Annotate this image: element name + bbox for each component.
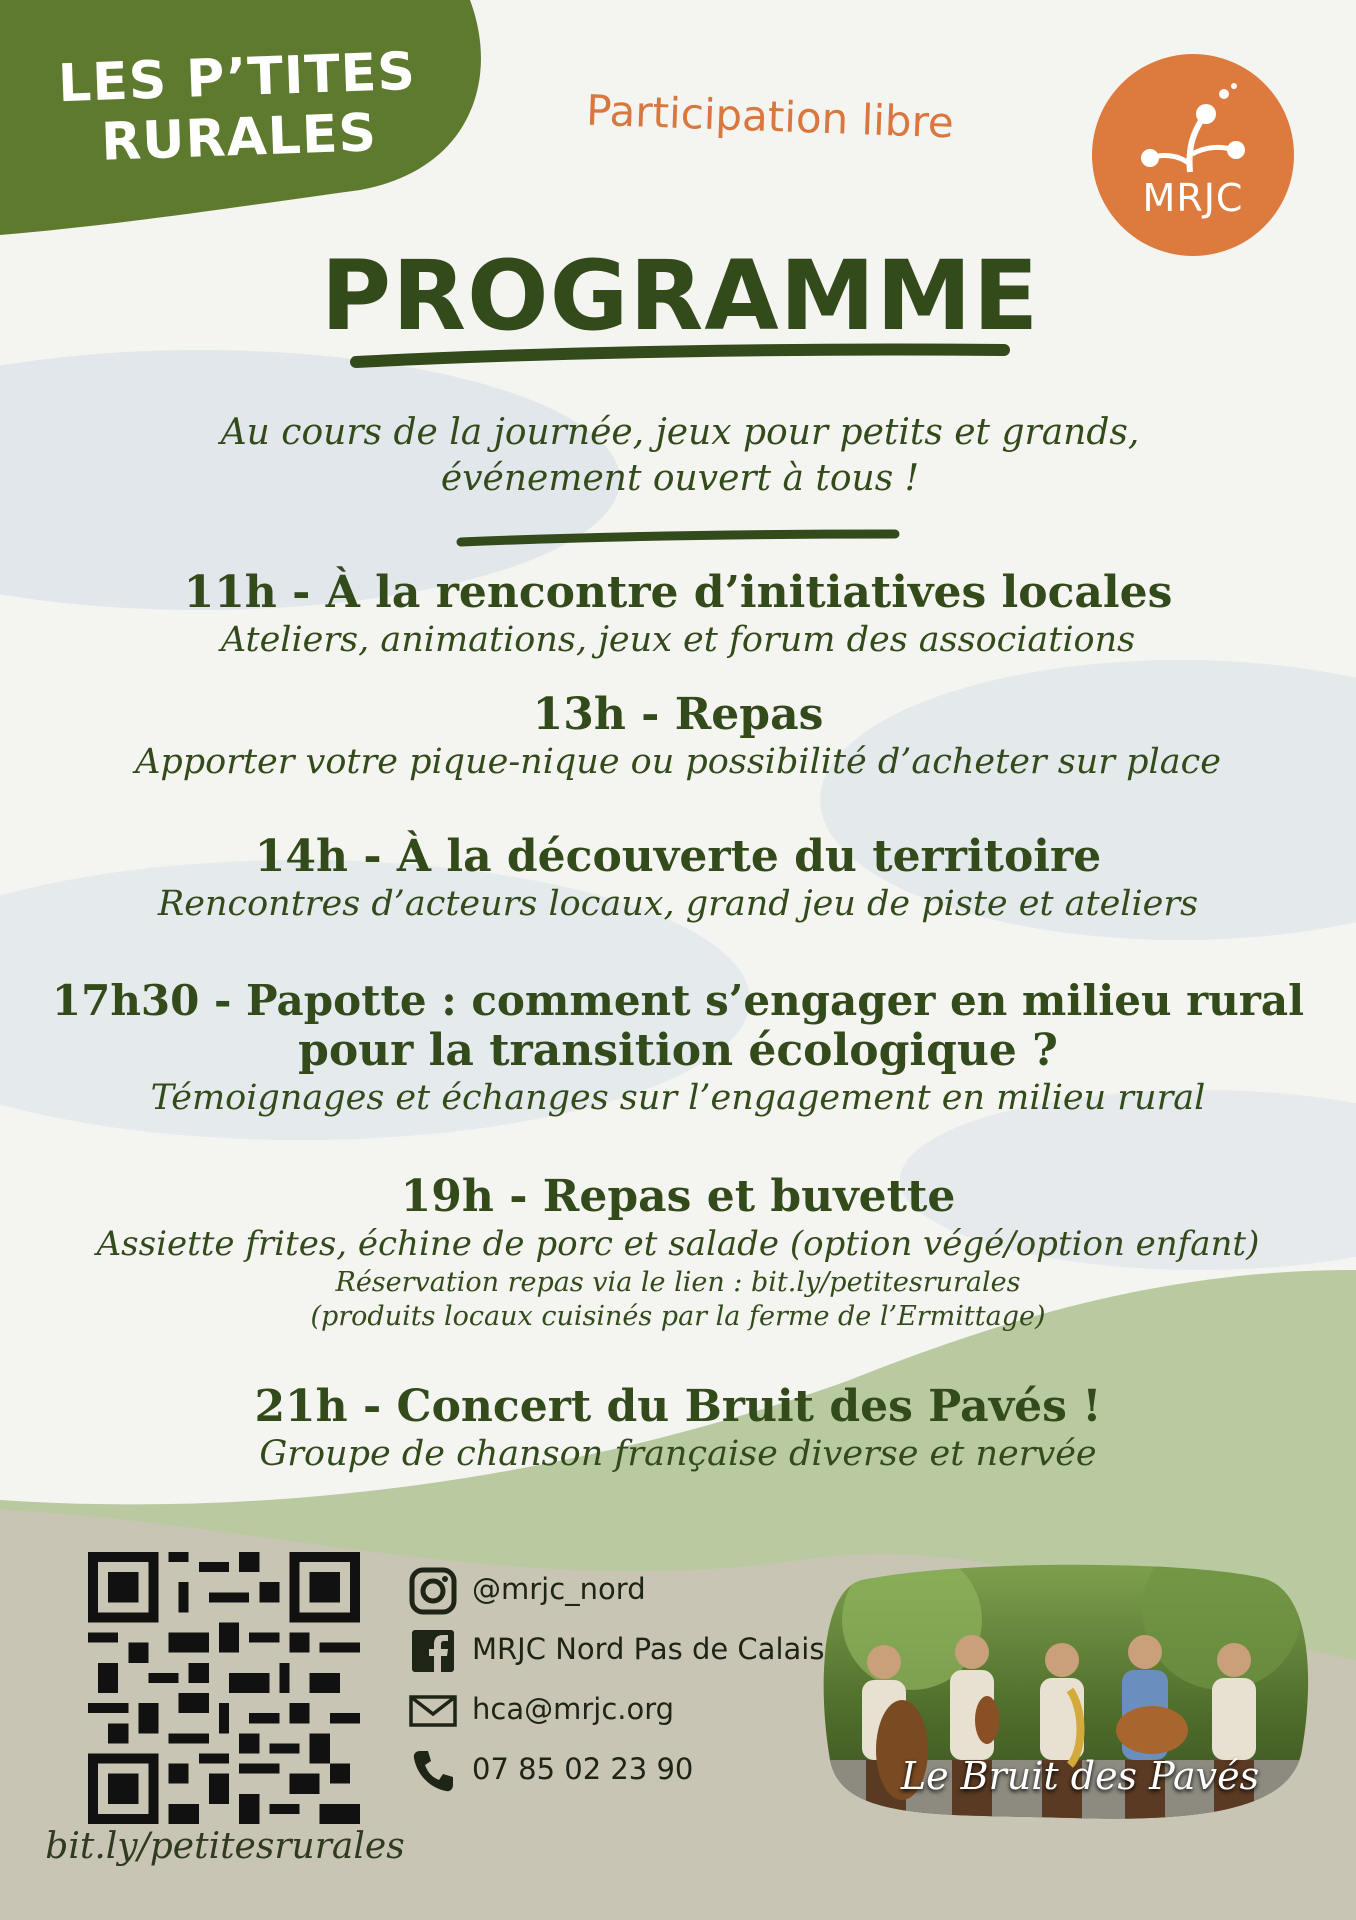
item-note: Réservation repas via le lien : bit.ly/petitesrurales xyxy=(335,1267,1021,1298)
participation-label: Participation libre xyxy=(585,85,955,148)
logo-text: MRJC xyxy=(1142,176,1244,220)
intro-line-1: Au cours de la journée, jeux pour petits et grands, xyxy=(220,412,1140,453)
item-desc: Ateliers, animations, jeux et forum des associations xyxy=(220,620,1136,660)
schedule-item xyxy=(40,1172,1316,1334)
schedule xyxy=(40,568,1316,1476)
title-underline xyxy=(350,342,1010,372)
schedule-item xyxy=(40,1382,1316,1476)
qr-code[interactable] xyxy=(88,1552,360,1824)
phone-icon xyxy=(408,1746,458,1796)
facebook-icon xyxy=(408,1626,458,1676)
item-title: 17h30 - Papotte : comment s’engager en milieu rural xyxy=(51,976,1305,1025)
mrjc-logo xyxy=(1092,54,1294,256)
item-title: 21h - Concert du Bruit des Pavés ! xyxy=(254,1381,1102,1432)
instagram-icon xyxy=(408,1566,458,1616)
contact-text: 07 85 02 23 90 xyxy=(472,1752,694,1786)
page-title: PROGRAMME xyxy=(320,240,1040,352)
item-title: 13h - Repas xyxy=(532,689,824,740)
qr-link[interactable]: bit.ly/petitesrurales xyxy=(45,1826,405,1867)
item-desc: Apporter votre pique-nique ou possibilité d’acheter sur place xyxy=(135,742,1221,782)
contact-text: @mrjc_nord xyxy=(472,1572,646,1606)
tree-icon xyxy=(1092,54,1294,256)
contact-text: hca@mrjc.org xyxy=(472,1692,675,1726)
schedule-item xyxy=(40,832,1316,926)
intro-divider xyxy=(455,528,900,548)
contact-text: MRJC Nord Pas de Calais xyxy=(472,1632,825,1666)
item-title: pour la transition écologique ? xyxy=(298,1025,1058,1076)
contact-facebook[interactable] xyxy=(408,1620,828,1680)
schedule-item xyxy=(40,568,1316,662)
item-desc: Rencontres d’acteurs locaux, grand jeu de piste et ateliers xyxy=(157,884,1199,924)
item-desc: Groupe de chanson française diverse et nervée xyxy=(259,1434,1097,1474)
envelope-icon xyxy=(408,1686,458,1736)
contact-email[interactable] xyxy=(408,1680,828,1740)
schedule-item xyxy=(40,690,1316,784)
photo-caption: Le Bruit des Pavés xyxy=(900,1754,1260,1798)
schedule-item xyxy=(40,976,1316,1120)
item-note: (produits locaux cuisinés par la ferme de l’Ermittage) xyxy=(310,1301,1046,1332)
item-title: 11h - À la rencontre d’initiatives locales xyxy=(183,567,1173,618)
item-title: 19h - Repas et buvette xyxy=(400,1171,956,1222)
contacts xyxy=(408,1560,828,1800)
contact-phone[interactable] xyxy=(408,1740,828,1800)
contact-instagram[interactable] xyxy=(408,1560,828,1620)
brand-line-1: LES P’TITES xyxy=(57,41,417,115)
intro-text xyxy=(180,410,1180,502)
item-desc: Témoignages et échanges sur l’engagement en milieu rural xyxy=(150,1078,1206,1118)
item-title: 14h - À la découverte du territoire xyxy=(254,831,1102,882)
brand-line-2: RURALES xyxy=(100,103,378,173)
brand-title xyxy=(36,41,440,175)
intro-line-2: événement ouvert à tous ! xyxy=(440,458,920,499)
item-desc: Assiette frites, échine de porc et salade (option végé/option enfant) xyxy=(96,1224,1260,1264)
